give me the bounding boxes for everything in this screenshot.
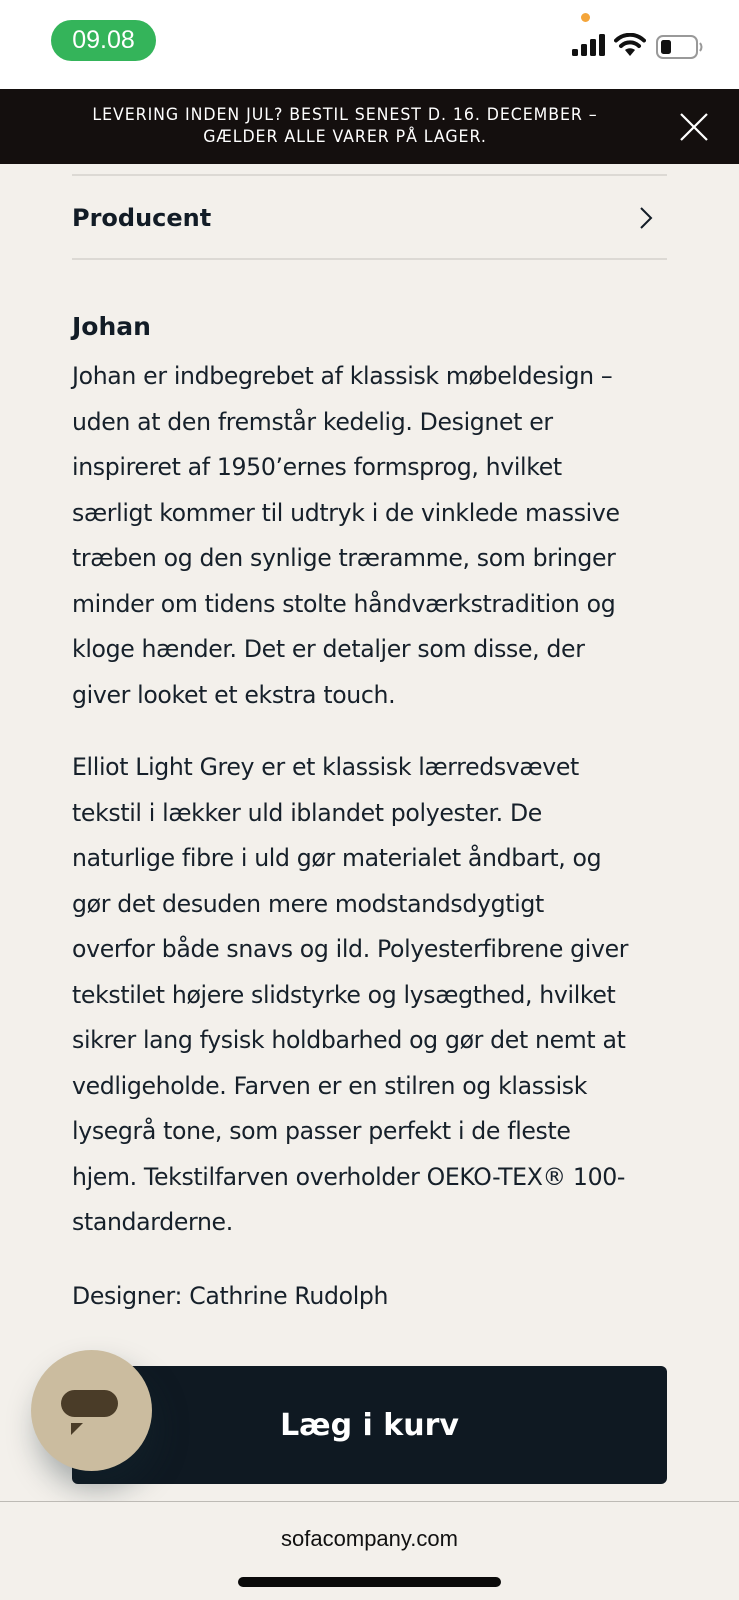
chat-button[interactable] <box>31 1350 152 1471</box>
text-line: hjem. Tekstilfarven overholder OEKO-TEX® 100- <box>72 1162 626 1191</box>
status-bar <box>0 0 739 89</box>
text-line: særligt kommer til udtryk i de vinklede massive <box>72 498 620 527</box>
divider-bottom <box>72 258 667 260</box>
signal-icon <box>572 34 606 56</box>
close-icon[interactable] <box>680 113 708 141</box>
text-line: uden at den fremstår kedelig. Designet er <box>72 407 553 436</box>
text-line: giver looket et ekstra touch. <box>72 680 396 709</box>
product-title: Johan <box>72 312 151 341</box>
battery-icon <box>656 35 704 59</box>
description-paragraph-1 <box>72 354 682 718</box>
text-line: Johan er indbegrebet af klassisk møbeldesign – <box>72 362 613 390</box>
text-line: tekstil i lækker uld iblandet polyester. De <box>72 798 542 827</box>
designer-credit <box>72 1274 682 1320</box>
text-line: Elliot Light Grey er et klassisk lærredsvævet <box>72 753 579 781</box>
description-paragraph-2 <box>72 745 682 1246</box>
text-line: minder om tidens stolte håndværkstradition og <box>72 589 616 618</box>
url-text[interactable]: sofacompany.com <box>281 1526 458 1551</box>
promo-banner <box>0 89 739 164</box>
privacy-indicator-dot <box>581 13 590 22</box>
promo-line-2: GÆLDER ALLE VARER PÅ LAGER. <box>203 127 487 147</box>
accordion-producer-label: Producent <box>72 204 212 232</box>
text-line: kloge hænder. Det er detaljer som disse, der <box>72 635 585 663</box>
chevron-right-icon <box>639 206 653 230</box>
browser-url-bar[interactable] <box>0 1501 739 1600</box>
status-time: 09.08 <box>51 20 156 61</box>
promo-line-1: LEVERING INDEN JUL? BESTIL SENEST D. 16. DECEMBER – <box>92 105 598 125</box>
chat-bubble-icon <box>61 1390 121 1436</box>
add-to-cart-button[interactable]: Læg i kurv <box>72 1366 667 1484</box>
text-line: standarderne. <box>72 1208 233 1236</box>
text-line: lysegrå tone, som passer perfekt i de fleste <box>72 1117 571 1145</box>
text-line: gør det desuden mere modstandsdygtigt <box>72 889 544 918</box>
text-line: tekstilet højere slidstyrke og lysægthed, hvilket <box>72 980 616 1009</box>
accordion-producer[interactable] <box>72 176 667 260</box>
text-line: træben og den synlige træramme, som bringer <box>72 544 616 572</box>
text-line: overfor både snavs og ild. Polyesterfibrene giver <box>72 935 629 963</box>
promo-text <box>61 104 628 148</box>
text-line: naturlige fibre i uld gør materialet åndbart, og <box>72 844 602 872</box>
text-line: vedligeholde. Farven er en stilren og klassisk <box>72 1071 588 1100</box>
home-indicator[interactable] <box>238 1577 501 1587</box>
designer-credit-text: Designer: Cathrine Rudolph <box>72 1282 389 1310</box>
text-line: sikrer lang fysisk holdbarhed og gør det nemt at <box>72 1026 626 1054</box>
text-line: inspireret af 1950’ernes formsprog, hvilket <box>72 453 562 481</box>
wifi-icon <box>614 33 646 57</box>
